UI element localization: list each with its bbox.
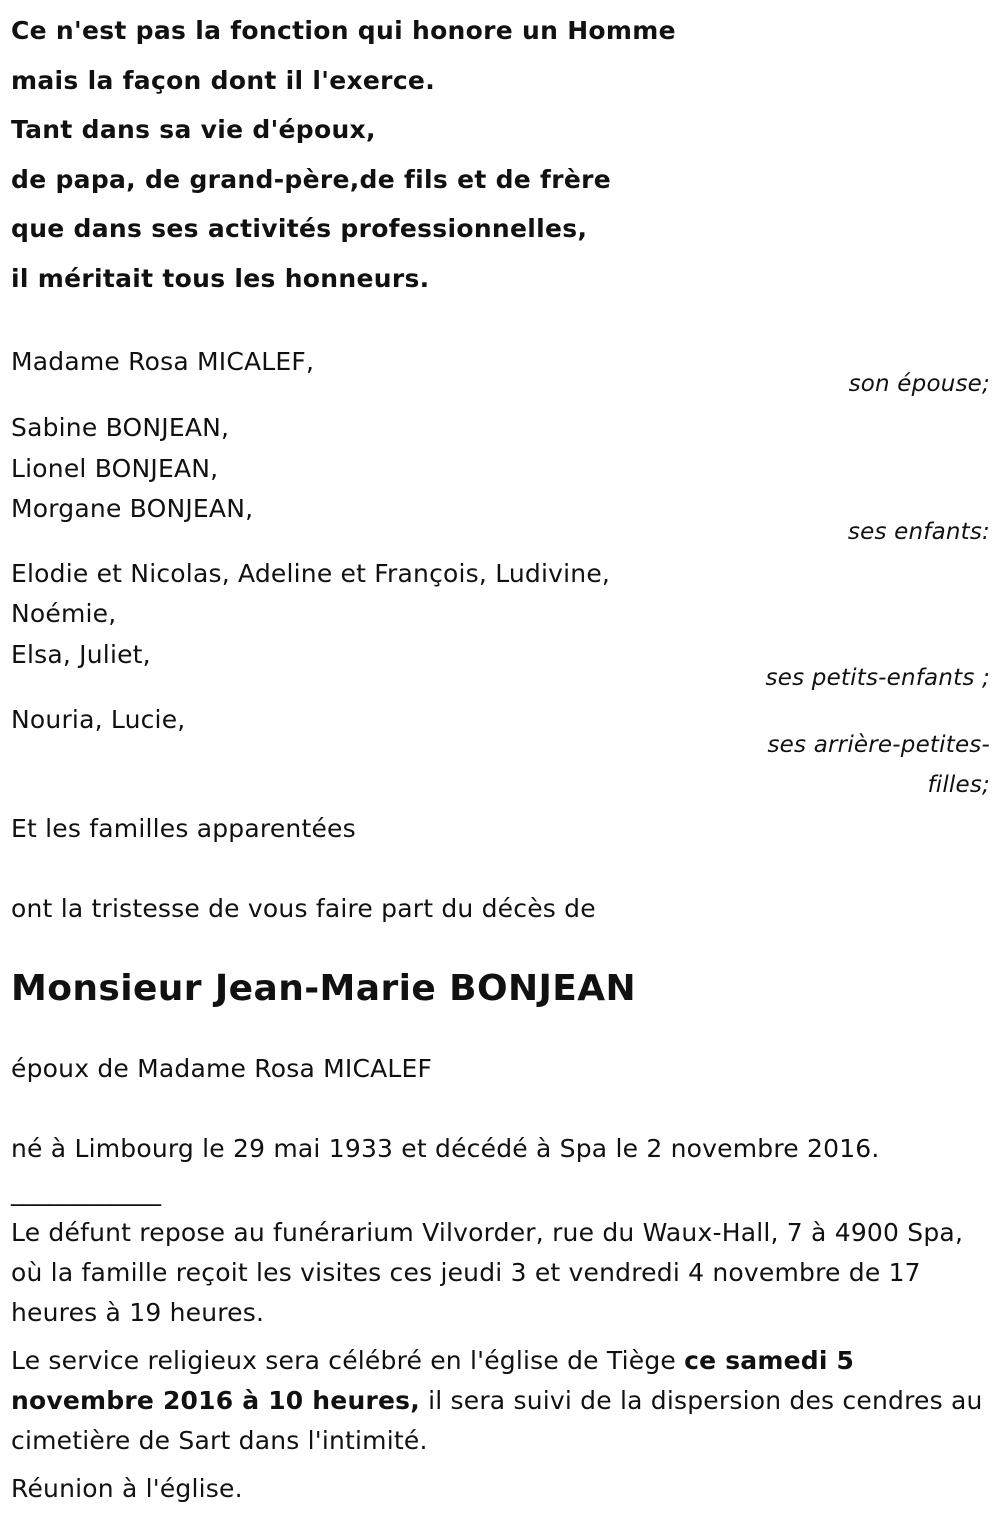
children-role: ses enfants: [847,518,990,545]
grandchildren-group [11,554,990,699]
poem-line: de papa, de grand-père,de fils et de frère [11,164,612,194]
spouse-of-line: époux de Madame Rosa MICALEF [11,1053,433,1083]
grandchild-names: Elsa, Juliet, [11,639,151,669]
meeting-line: Réunion à l'église. [11,1473,243,1503]
spouse-role: son épouse; [848,371,990,398]
service-paragraph [11,1341,990,1461]
announcement-intro: ont la tristesse de vous faire part du décès de [11,893,596,923]
deceased-name: Monsieur Jean-Marie BONJEAN [11,967,637,1009]
child-name: Lionel BONJEAN, [11,453,219,483]
child-name: Sabine BONJEAN, [11,413,230,443]
separator-line: ____________ [11,1176,161,1206]
poem [11,0,990,304]
relatives-line: Et les familles apparentées [11,813,356,843]
grandchild-names: Noémie, [11,599,117,629]
children-group [11,408,990,552]
grandchild-names: Elodie et Nicolas, Adeline et François, Ludivine, [11,558,611,588]
grandchildren-role: ses petits-enfants ; [765,665,990,692]
great-grandchildren-role: ses arrière-petites- [767,731,990,758]
visitation-paragraph: Le défunt repose au funérarium Vilvorder, rue du Waux-Hall, 7 à 4900 Spa, où la famille reçoit les visites ces jeudi 3 et vendredi 4 novembre de 17 heures à 19 heures. [11,1217,964,1327]
service-date: ce samedi 5 novembre 2016 à 10 heures, [11,1345,855,1415]
poem-line: mais la façon dont il l'exerce. [11,65,435,95]
child-name: Morgane BONJEAN, [11,494,254,524]
service-suffix: il sera suivi de la dispersion des cendres au cimetière de Sart dans l'intimité. [11,1385,983,1455]
great-grandchildren-role-cont: filles; [927,771,990,798]
great-grandchild-names: Nouria, Lucie, [11,705,186,735]
service-prefix: Le service religieux sera célébré en l'église de Tiège [11,1345,685,1375]
great-grandchildren-group [11,700,990,805]
poem-line: Tant dans sa vie d'époux, [11,115,376,145]
poem-line: Ce n'est pas la fonction qui honore un Homme [11,16,676,45]
spouse-name: Madame Rosa MICALEF, [11,346,315,376]
poem-line: il méritait tous les honneurs. [11,263,430,293]
spouse-group [11,342,990,405]
poem-line: que dans ses activités professionnelles, [11,214,588,244]
birth-death-line: né à Limbourg le 29 mai 1933 et décédé à Spa le 2 novembre 2016. [11,1133,880,1163]
